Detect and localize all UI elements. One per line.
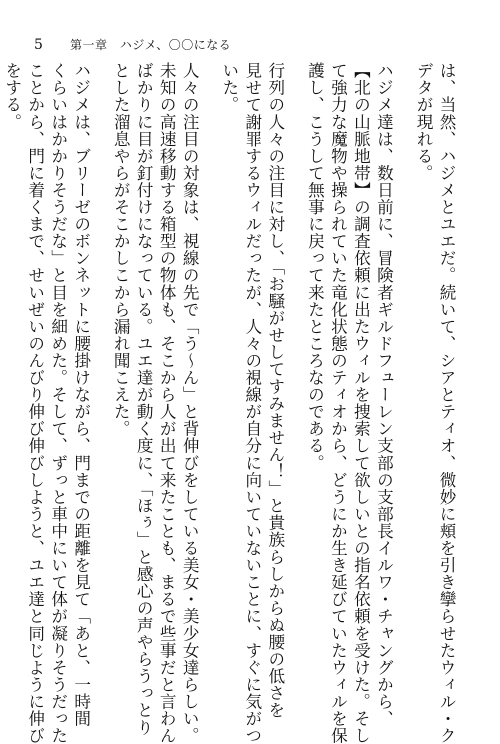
body-text xyxy=(0,62,458,744)
text-line: 見せて謝罪するウィルだったが、人々の視線が自分に向いていないことに、すぐに気がつ xyxy=(242,62,262,744)
text-line: とした溜息やらがそこかしこから漏れ聞こえた。 xyxy=(111,62,131,438)
text-line: ハジメ達は、数日前に、冒険者ギルドフューレン支部の支部長イルワ・チャングから、 xyxy=(374,62,394,727)
text-line: くらいはかかりそうだな」と目を細めた。そして、ずっと車中にいて体が凝りそうだった xyxy=(48,62,68,744)
text-line: をする。 xyxy=(2,62,22,131)
page-number: 5 xyxy=(34,37,43,53)
text-line: 人々の注目の対象は、視線の先で「う〜ん」と背伸びをしている美女・美少女達らしい。 xyxy=(180,62,200,744)
text-line xyxy=(0,62,1,727)
text-line: て強力な魔物や操られていた竜化状態のティオから、どうにか生き延びていたウィルを保 xyxy=(328,62,348,744)
text-line: 【北の山脈地帯】の調査依頼に出たウィルを捜索して欲しいとの指名依頼を受けた。そし xyxy=(351,62,371,744)
text-line: ハジメは、ブリーゼのボンネットに腰掛けながら、門までの距離を見て「あと、一時間 xyxy=(71,62,91,727)
text-line: 護し、こうして無事に戻って来たところなのである。 xyxy=(305,62,325,472)
text-line: ことから、門に着くまで、せいぜいのんびり伸び伸びしようと、ユエ達と同じように伸び xyxy=(25,62,45,744)
text-line: ばかりに目が釘付けになっている。ユエ達が動く度に、「ほぅ」と感心の声やらうっとり xyxy=(134,62,154,736)
text-line: 行列の人々の注目に対し、「お騒がせしてすみません！」と貴族らしからぬ腰の低さを xyxy=(265,62,285,719)
text-line: デタが現れる。 xyxy=(414,62,433,182)
text-line: 未知の高速移動する箱型の物体も、そこから人が出て来たことも、まるで些事だと言わん xyxy=(157,62,177,744)
running-head: 第一章 ハジメ、〇〇になる xyxy=(70,38,232,52)
text-line: いた。 xyxy=(219,62,239,114)
text-line: は、当然、ハジメとユエだ。続いて、シアとティオ、微妙に頬を引き攣らせたウィル・ク xyxy=(437,62,456,744)
